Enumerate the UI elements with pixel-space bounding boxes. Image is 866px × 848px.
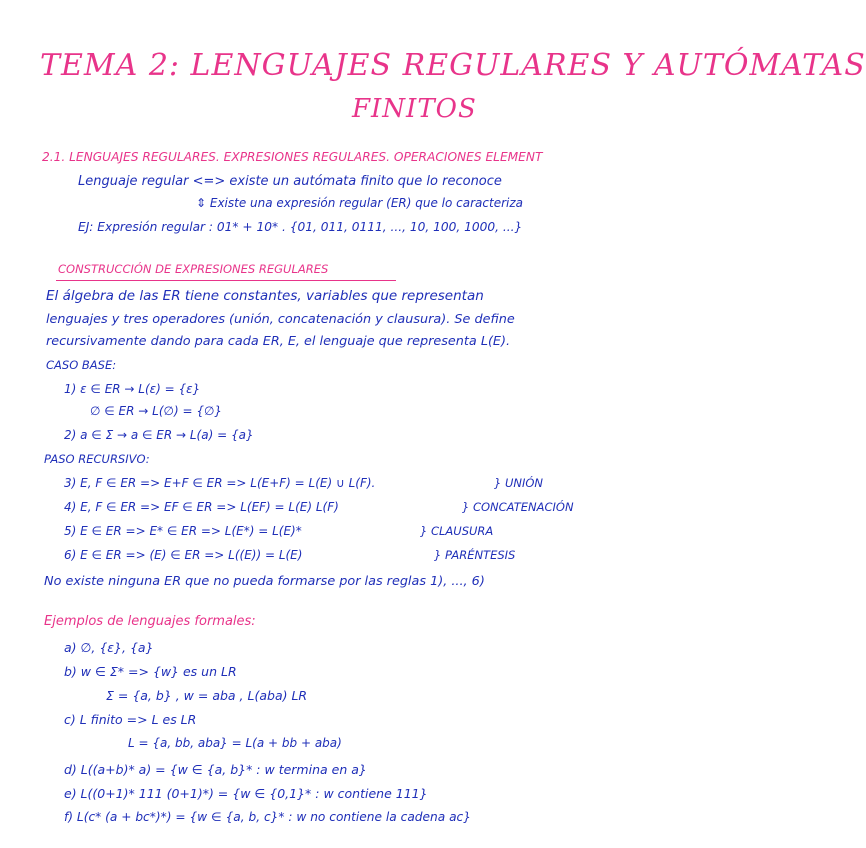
example-item: a) ∅, {ε}, {a} bbox=[64, 640, 154, 655]
rule-line: 4) E, F ∈ ER => EF ∈ ER => L(EF) = L(E) L(F) bbox=[64, 500, 339, 514]
subheading: CASO BASE: bbox=[46, 358, 117, 372]
page-title: TEMA 2: LENGUAJES REGULARES Y AUTÓMATAS bbox=[40, 48, 866, 83]
example-item: L = {a, bb, aba} = L(a + bb + aba) bbox=[128, 736, 342, 750]
rule-tag: } UNIÓN bbox=[494, 476, 544, 490]
rule-tag: } CONCATENACIÓN bbox=[462, 500, 574, 514]
rule-line: ∅ ∈ ER → L(∅) = {∅} bbox=[90, 404, 223, 418]
definition-line: ⇕ Existe una expresión regular (ER) que lo caracteriza bbox=[196, 196, 524, 210]
rule-line: 1) ε ∈ ER → L(ε) = {ε} bbox=[64, 382, 201, 396]
paragraph-line: recursivamente dando para cada ER, E, el lenguaje que representa L(E). bbox=[46, 334, 511, 349]
rule-tag: } PARÉNTESIS bbox=[434, 548, 516, 562]
example-item: f) L(c* (a + bc*)*) = {w ∈ {a, b, c}* : w no contiene la cadena ac} bbox=[64, 810, 472, 824]
heading-underline bbox=[56, 280, 396, 281]
rule-line: 5) E ∈ ER => E* ∈ ER => L(E*) = L(E)* bbox=[64, 524, 302, 538]
example-item: b) w ∈ Σ* => {w} es un LR bbox=[64, 664, 237, 679]
section-heading: 2.1. LENGUAJES REGULARES. EXPRESIONES REGULARES. OPERACIONES ELEMENT bbox=[42, 150, 543, 164]
example-item: d) L((a+b)* a) = {w ∈ {a, b}* : w termina en a} bbox=[64, 762, 367, 777]
section-heading: Ejemplos de lenguajes formales: bbox=[44, 614, 256, 629]
paragraph-line: El álgebra de las ER tiene constantes, variables que representan bbox=[46, 288, 484, 304]
closing-line: No existe ninguna ER que no pueda formarse por las reglas 1), ..., 6) bbox=[44, 574, 485, 589]
section-heading: CONSTRUCCIÓN DE EXPRESIONES REGULARES bbox=[58, 262, 329, 276]
rule-line: 3) E, F ∈ ER => E+F ∈ ER => L(E+F) = L(E) ∪ L(F). bbox=[64, 476, 376, 490]
paragraph-line: lenguajes y tres operadores (unión, concatenación y clausura). Se define bbox=[46, 312, 515, 327]
subheading: PASO RECURSIVO: bbox=[44, 452, 150, 466]
definition-line: Lenguaje regular <=> existe un autómata finito que lo reconoce bbox=[78, 174, 502, 189]
rule-line: 2) a ∈ Σ → a ∈ ER → L(a) = {a} bbox=[64, 428, 254, 442]
example-line: EJ: Expresión regular : 01* + 10* . {01, 011, 0111, ..., 10, 100, 1000, ...} bbox=[78, 220, 523, 234]
example-item: c) L finito => L es LR bbox=[64, 712, 197, 727]
rule-line: 6) E ∈ ER => (E) ∈ ER => L((E)) = L(E) bbox=[64, 548, 303, 562]
example-item: Σ = {a, b} , w = aba , L(aba) LR bbox=[106, 688, 308, 703]
rule-tag: } CLAUSURA bbox=[420, 524, 494, 538]
page-title-continuation: FINITOS bbox=[352, 94, 477, 124]
example-item: e) L((0+1)* 111 (0+1)*) = {w ∈ {0,1}* : w contiene 111} bbox=[64, 786, 428, 801]
